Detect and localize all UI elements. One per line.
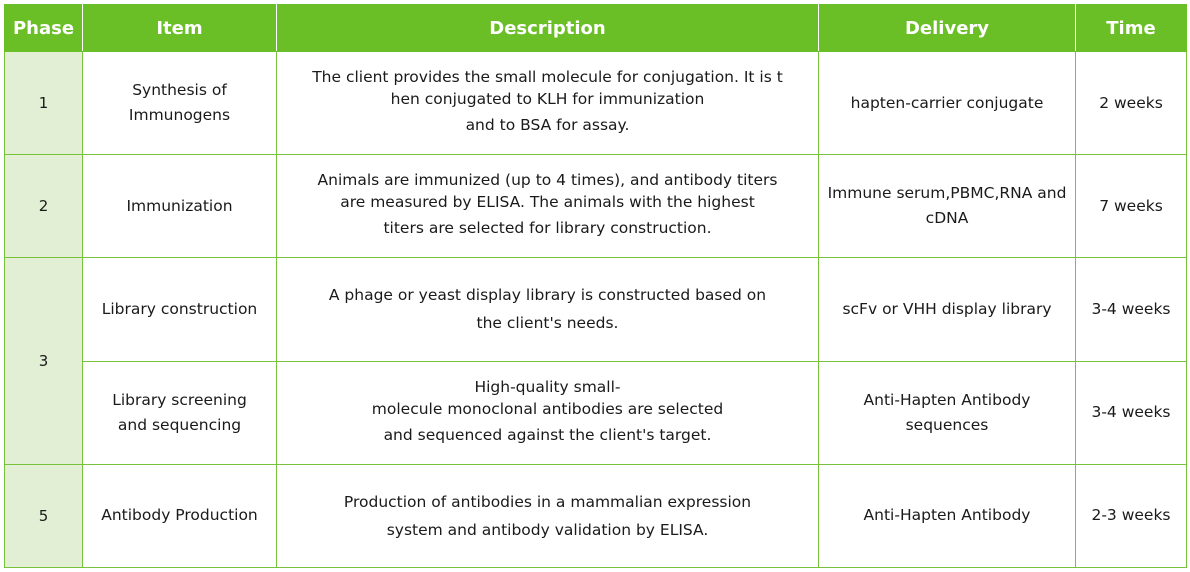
phase-cell: 2 — [5, 155, 83, 258]
table-row — [5, 361, 1187, 464]
description-cell — [277, 155, 819, 258]
description-cell — [277, 464, 819, 567]
description-line: the client's needs. — [476, 314, 619, 333]
description-line: Animals are immunized (up to 4 times), and antibody titers — [317, 171, 778, 190]
phase-cell: 3 — [5, 258, 83, 464]
table-row — [5, 52, 1187, 155]
table-row — [5, 464, 1187, 567]
delivery-cell: Anti-Hapten Antibody sequences — [819, 361, 1076, 464]
description-line: system and antibody validation by ELISA. — [386, 520, 709, 539]
time-cell: 3-4 weeks — [1076, 258, 1187, 361]
delivery-cell: Immune serum,PBMC,RNA and cDNA — [819, 155, 1076, 258]
service-phases-table — [4, 4, 1187, 568]
delivery-cell: scFv or VHH display library — [819, 258, 1076, 361]
table-row — [5, 258, 1187, 361]
header-item: Item — [83, 5, 277, 52]
time-cell: 2 weeks — [1076, 52, 1187, 155]
description-line: and sequenced against the client's target. — [383, 425, 712, 444]
description-line: The client provides the small molecule for conjugation. It is t — [312, 68, 783, 87]
description-cell — [277, 361, 819, 464]
header-row — [5, 5, 1187, 52]
item-cell: Library screening and sequencing — [83, 361, 277, 464]
phase-cell: 5 — [5, 464, 83, 567]
header-description: Description — [277, 5, 819, 52]
table-row — [5, 155, 1187, 258]
time-cell: 3-4 weeks — [1076, 361, 1187, 464]
item-cell: Antibody Production — [83, 464, 277, 567]
description-line: High-quality small- — [474, 377, 621, 396]
description-line: A phage or yeast display library is constructed based on — [328, 286, 767, 305]
header-time: Time — [1076, 5, 1187, 52]
description-line: are measured by ELISA. The animals with the highest — [340, 193, 755, 212]
description-line: and to BSA for assay. — [465, 116, 630, 135]
item-cell: Library construction — [83, 258, 277, 361]
delivery-cell: Anti-Hapten Antibody — [819, 464, 1076, 567]
phase-cell: 1 — [5, 52, 83, 155]
header-phase: Phase — [5, 5, 83, 52]
description-line: hen conjugated to KLH for immunization — [390, 90, 705, 109]
description-line: titers are selected for library construction. — [383, 219, 712, 238]
delivery-cell: hapten-carrier conjugate — [819, 52, 1076, 155]
item-cell: Immunization — [83, 155, 277, 258]
description-cell — [277, 52, 819, 155]
item-cell: Synthesis of Immunogens — [83, 52, 277, 155]
description-line: molecule monoclonal antibodies are selected — [371, 399, 724, 418]
header-delivery: Delivery — [819, 5, 1076, 52]
time-cell: 7 weeks — [1076, 155, 1187, 258]
description-line: Production of antibodies in a mammalian expression — [343, 492, 752, 511]
time-cell: 2-3 weeks — [1076, 464, 1187, 567]
description-cell — [277, 258, 819, 361]
